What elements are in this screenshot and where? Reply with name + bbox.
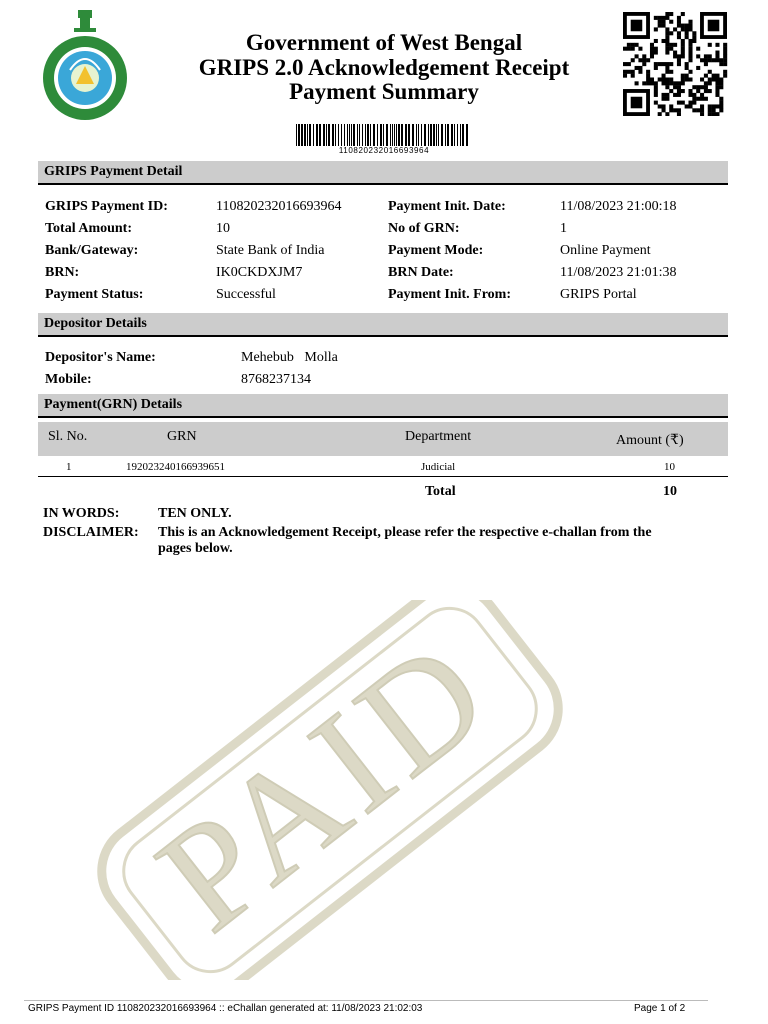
label-payment-mode: Payment Mode: <box>388 243 484 258</box>
label-payment-status: Payment Status: <box>45 287 144 302</box>
grn-col-amount: Amount (₹) <box>616 433 684 448</box>
section-header-grn-details: Payment(GRN) Details <box>38 394 728 418</box>
value-brn: IK0CKDXJM7 <box>216 265 303 280</box>
label-total-amount: Total Amount: <box>45 221 133 236</box>
grn-total-label: Total <box>425 484 456 499</box>
disclaimer-text-line-1: This is an Acknowledgement Receipt, please refer the respective e-challan from the <box>158 525 652 540</box>
page-title-line-1: Government of West Bengal <box>245 30 523 55</box>
value-bank-gateway: State Bank of India <box>216 243 325 258</box>
footer-generated-info: GRIPS Payment ID 110820232016693964 :: eChallan generated at: 11/08/2023 21:02:03 <box>28 1003 423 1014</box>
grn-row-amount: 10 <box>664 461 675 473</box>
label-brn: BRN: <box>45 265 80 280</box>
west-bengal-emblem <box>40 8 130 120</box>
section-header-payment-detail: GRIPS Payment Detail <box>38 161 728 185</box>
disclaimer-text-line-2: pages below. <box>158 541 233 556</box>
value-brn-date: 11/08/2023 21:01:38 <box>560 265 677 280</box>
barcode-number: 110820232016693964 <box>338 146 430 155</box>
paid-stamp-text: PAID <box>128 604 522 963</box>
grn-col-grn: GRN <box>167 429 197 444</box>
label-bank-gateway: Bank/Gateway: <box>45 243 139 258</box>
barcode-icon <box>294 124 474 148</box>
footer-page-number: Page 1 of 2 <box>634 1003 686 1014</box>
value-mobile: 8768237134 <box>241 372 311 387</box>
value-in-words: TEN ONLY. <box>158 506 232 521</box>
label-mobile: Mobile: <box>45 372 92 387</box>
grn-row-grn: 192023240166939651 <box>126 461 225 473</box>
label-depositor-name: Depositor's Name: <box>45 350 156 365</box>
grn-total-value: 10 <box>663 484 677 499</box>
label-payment-id: GRIPS Payment ID: <box>45 199 168 214</box>
footer-divider <box>24 1000 708 1001</box>
value-payment-mode: Online Payment <box>560 243 651 258</box>
label-in-words: IN WORDS: <box>43 506 120 521</box>
label-brn-date: BRN Date: <box>388 265 454 280</box>
page-title-line-3: Payment Summary <box>289 79 479 104</box>
grn-col-department: Department <box>405 429 472 444</box>
grn-row-department: Judicial <box>421 461 456 473</box>
page-title-line-2: GRIPS 2.0 Acknowledgement Receipt <box>198 55 570 80</box>
grn-table-divider <box>38 476 728 477</box>
label-no-of-grn: No of GRN: <box>388 221 460 236</box>
section-header-depositor-details: Depositor Details <box>38 313 728 337</box>
grn-row-sl: 1 <box>66 461 72 473</box>
value-depositor-name: Mehebub Molla <box>241 350 338 365</box>
value-total-amount: 10 <box>216 221 230 236</box>
label-payment-init-date: Payment Init. Date: <box>388 199 506 214</box>
value-payment-init-date: 11/08/2023 21:00:18 <box>560 199 677 214</box>
grn-col-sl-no: Sl. No. <box>48 429 88 444</box>
paid-stamp-watermark <box>30 600 630 980</box>
value-no-of-grn: 1 <box>560 221 567 236</box>
value-payment-id: 110820232016693964 <box>216 199 342 214</box>
label-disclaimer: DISCLAIMER: <box>43 525 139 540</box>
label-payment-init-from: Payment Init. From: <box>388 287 511 302</box>
value-payment-init-from: GRIPS Portal <box>560 287 637 302</box>
value-payment-status: Successful <box>216 287 276 302</box>
qr-code-icon <box>620 12 730 116</box>
